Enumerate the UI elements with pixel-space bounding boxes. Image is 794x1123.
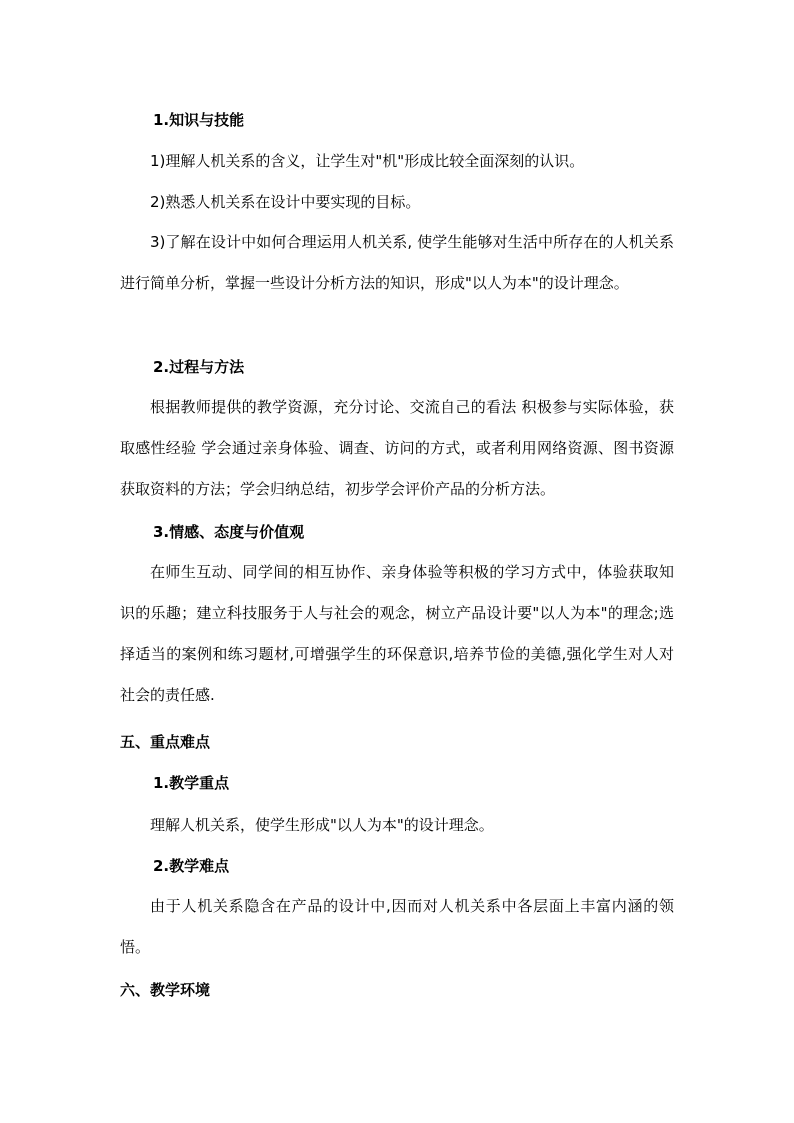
heading-knowledge-skills: 1.知识与技能 [153,111,245,129]
heading-teaching-environment: 六、教学环境 [120,981,211,999]
objective-item-1: 1)理解人机关系的含义，让学生对"机"形成比较全面深刻的认识。 [150,152,585,170]
heading-emotion-attitude-values: 3.情感、态度与价值观 [153,523,305,541]
teaching-difficulty-paragraph: 由于人机关系隐含在产品的设计中,因而对人机关系中各层面上丰富内涵的领悟。 [120,897,674,956]
heading-key-difficult-points: 五、重点难点 [120,733,211,751]
objective-item-2: 2)熟悉人机关系在设计中要实现的目标。 [150,193,421,211]
teaching-focus-text: 理解人机关系，使学生形成"以人为本"的设计理念。 [150,816,494,834]
process-methods-paragraph: 根据教师提供的教学资源，充分讨论、交流自己的看法 积极参与实际体验，获取感性经验 学会通过亲身体验、调查、访问的方式，或者利用网络资源、图书资源获取资料的方法；学会归纳总结，初步学会评价产品的分析方法。 [120,398,674,498]
heading-teaching-difficulty: 2.教学难点 [153,857,230,875]
heading-process-methods: 2.过程与方法 [153,358,245,376]
objective-item-3: 3)了解在设计中如何合理运用人机关系, 使学生能够对生活中所存在的人机关系进行简单分析，掌握一些设计分析方法的知识，形成"以人为本"的设计理念。 [120,233,674,292]
emotion-attitude-paragraph: 在师生互动、同学间的相互协作、亲身体验等积极的学习方式中，体验获取知识的乐趣；建立科技服务于人与社会的观念，树立产品设计要"以人为本"的理念;选择适当的案例和练习题材,可增强学生的环保意识,培养节俭的美德,强化学生对人对社会的责任感. [120,563,674,704]
heading-teaching-focus: 1.教学重点 [153,774,230,792]
